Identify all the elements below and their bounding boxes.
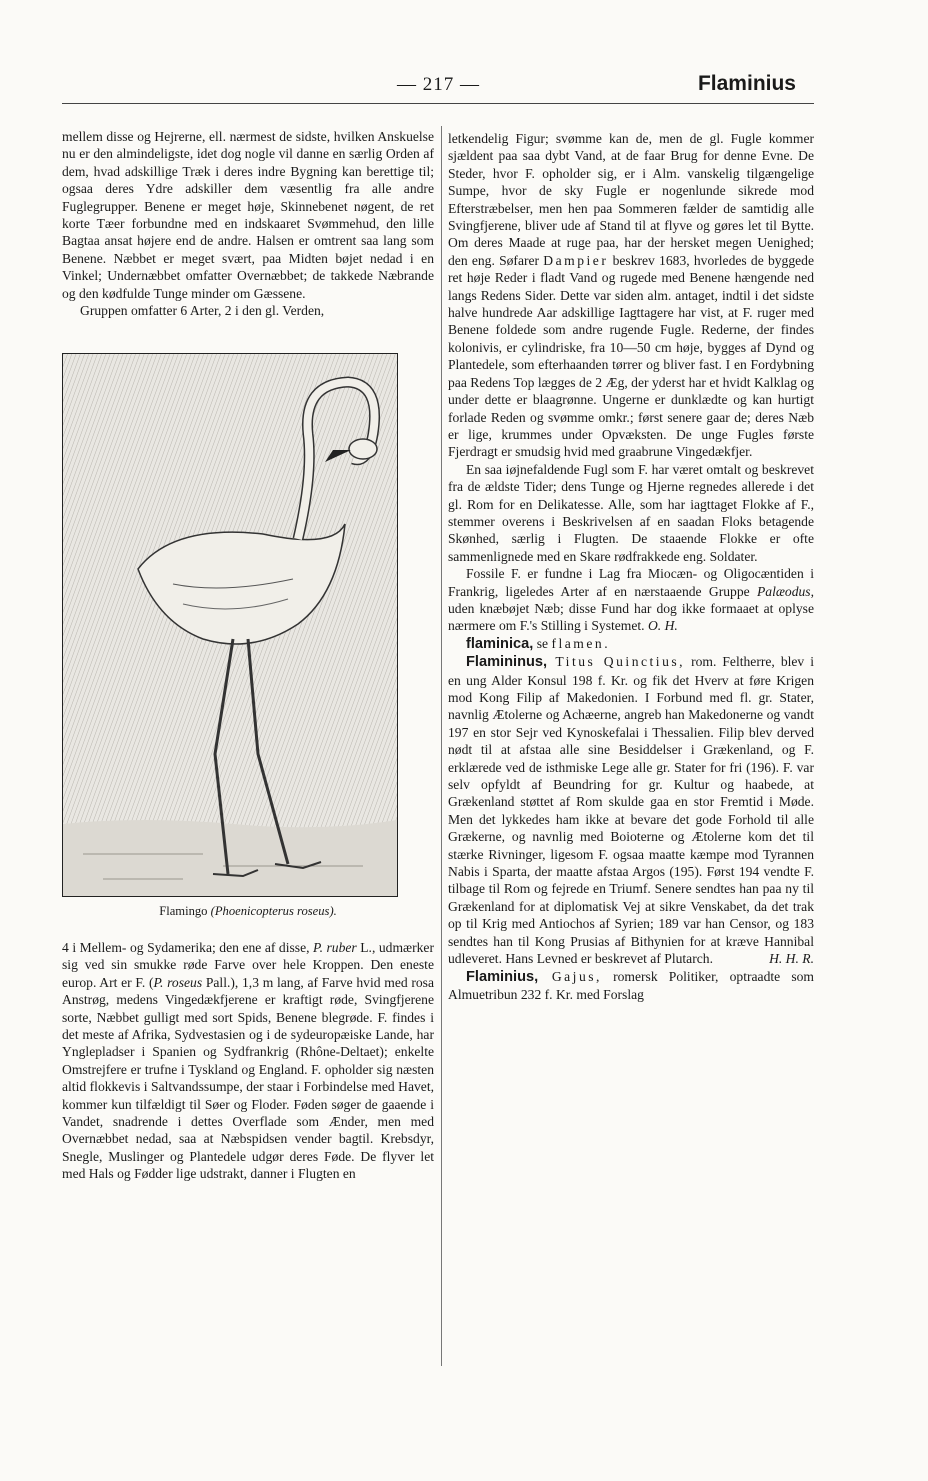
text: se (533, 635, 552, 651)
flamingo-figure (62, 353, 434, 920)
flamingo-drawing (63, 354, 397, 896)
caption-text: Flamingo (159, 904, 211, 919)
text: romersk Politiker, optraadte som Almuetribun 232 f. Kr. med Forslag (448, 968, 814, 1002)
page-header (62, 70, 796, 104)
person-name: Titus Quinctius, (547, 654, 686, 670)
text: L., udmærker sig ved sin smukke røde Farve over hele Kroppen. Den eneste europ. Art er F. ( (62, 939, 434, 990)
paragraph (62, 939, 434, 1183)
left-column (62, 128, 434, 1183)
species-name: P. ruber (313, 939, 357, 955)
entry-flaminius (448, 968, 814, 1004)
text: , uden knæbøjet Næb; disse Fund har dog ikke formaaet at oplyse nærmere om F.'s Stilling i Systemet. (448, 583, 814, 634)
text: Pall.), 1,3 m lang, af Farve hvid med rosa Anstrøg, medens Vingedækfjerene er kraftigt røde, Svingfjerene sorte, Næbbet gulligt med sort Spids, Benene blegrøde. F. findes i det meste af Afrika, Sydvestasien og i de sydeuropæiske Lande, har Ynglepladser i Spanien og Sydfrankrig (Rhône-Deltaet); enkelte Omstrejfere er trufne i Tyskland og England. F. opholder sig næsten altid flokkevis i Saltvandssumpe, der staar i Forbindelse med Havet, kommer kun tilfældigt til Søer og Floder. Føden søger de gaaende i Vandet, snadrende i dettes Overflade som Ænder, men med Overnæbbet nedad, saa at Næbspidsen vender bagtil. Krebsdyr, Snegle, Muslinger og Plantedele udgør deres Føde. De flyver let med Hals og Fødder lige udstrakt, danner i Flugten en (62, 974, 435, 1182)
entry-flaminica (448, 635, 814, 653)
entry-headword: Flaminius, (466, 968, 539, 985)
flamingo-illustration (62, 353, 398, 897)
paragraph (448, 130, 814, 461)
paragraph: Gruppen omfatter 6 Arter, 2 i den gl. Verden, (80, 303, 325, 319)
text: letkendelig Figur; svømme kan de, men de gl. Fugle kommer sjældent paa saa dybt Vand, at de faar Brug for denne Evne. De Steder, hvor F. opholder sig, er i Alm. vanskelig tilgængelige Sumpe, hvor de sky Fugle er nogenlunde sikrede mod Efterstræbelser, men hen paa Sommeren fælder de samtidig alle Svingfjerene, bliver ude af Stand til at flyve og gøres let til Bytte. Om deres Maade at ruge paa, har der hersket megen Uenighed; den eng. Søfarer (448, 131, 814, 268)
right-column (448, 130, 814, 1003)
text: rom. Feltherre, blev i en ung Alder Konsul 198 f. Kr. og fik det Hverv at føre Krigen mod Kong Filip af Makedonien. I Forbund med fl. gr. Stater, navnlig Ætolerne og Achæerne, angreb han Makedonerne og vandt 197 en stor Sejr ved Kynoskefalai i Thessalien. Filip blev derved nødt til at afstaa alle sine Besiddelser i Grækenland, og F. erklærede ved de isthmiske Lege alle gr. Stater for fri (196). F. var selv opfyldt af Beundring for gr. Kultur og haabede, at Grækenland støttet af Rom skulde gaa en stor Fremtid i Møde. Men det lykkedes ham ikke at bevare det gode Forhold til alle Grækerne, og navnlig med Boioterne og Ætolerne kom det til stærke Rivninger, ligesom F. ogsaa maatte kæmpe mod Tyrannen Nabis i Sparta, der maatte afstaa Argos (195). Først 194 vendte F. tilbage til Rom og fejrede en Triumf. Senere sendtes han paa ny til Grækenland for at diplomatisk Vej at sikre Venskabet, da det trak op til Krig med Antiochos af Syrien; 189 var han Censor, og 183 sendtes han til Kong Prusias af Bithynien for at kræve Hannibal udleveret. Hans Levned er beskrevet af Plutarch. (448, 654, 814, 967)
species-name: P. roseus (153, 974, 203, 990)
text: 4 i Mellem- og Sydamerika; den ene af disse, (62, 939, 314, 955)
genus-name: Palæodus (756, 583, 811, 599)
caption-latin-name: (Phoenicopterus roseus). (210, 904, 337, 919)
author-signature: H. H. R. (769, 951, 814, 967)
entry-flamininus (448, 653, 814, 967)
person-name: Dampier (543, 252, 609, 268)
figure-caption (62, 903, 434, 920)
header-rule (62, 103, 814, 104)
text: beskrev 1683, hvorledes de byggede ret høje Reder i fladt Vand og rugede med Benene hængende ned langs Redens Sider. Dette var siden alm. antaget, indtil i det sidste halve hundrede Aar adskillige Iagttagere har vist, at F. ruger med Benene foldede som andre rugende Fugle. Rederne, der findes kolonivis, er cylindriske, fra 10—50 cm høje, bygges af Dynd og Plantedele, som efterhaanden tørrer og bliver fast. I en Fordybning paa Redens Top lægges de 2 Æg, der yderst har et hvidt Kalklag og under dette er blaagrønne. Ungerne er dunklædte og kan hurtigt forlade Reden og svømme omkr.; først senere gaar de; deres Næb er lige, krummes under Opvæksten. De unge Fugles første Fjerdragt er smudsig hvid med graabrune Vingedækfjer. (448, 252, 814, 460)
cross-reference: flamen. (551, 635, 611, 651)
running-head: Flaminius (697, 72, 796, 95)
entry-headword: flaminica, (466, 635, 534, 652)
column-divider (441, 126, 442, 1366)
person-name: Gajus, (538, 968, 602, 984)
paragraph: mellem disse og Hejrerne, ell. nærmest de sidste, hvilken Anskuelse nu er den almindeligste, idet dog nogle vil danne en særlig Orden af dem, hvad adskillige Træk i deres indre Bygning kan berettige til; ogsaa deres Ydre adskiller dem væsentlig fra alle andre Fuglegrupper. Benene er meget høje, Skinnebenet nøgent, de ret korte Tæer forbundne med en indskaaret Svømmehud, den lille Bagtaa ansat højere end de andre. Halsen er omtrent saa lang som Benene. Næbbet er meget svært, paa Midten bøjet nedad i en Vinkel; Undernæbbet omfatter Overnæbbet; de takkede Næbrande og den kødfulde Tunge minder om Gæssene. (62, 129, 434, 301)
text: Fossile F. er fundne i Lag fra Miocæn- og Oligocæntiden i Frankrig, ligeledes Arter af en nærstaaende Gruppe (448, 566, 814, 599)
entry-headword: Flamininus, (466, 654, 548, 671)
paragraph: En saa iøjnefaldende Fugl som F. har været omtalt og beskrevet fra de ældste Tider; dens Tunge og Hjerne regnedes allerede i det gl. Rom for en Delikatesse. Alle, som har iagttaget Flokke af F., stemmer overens i Beskrivelsen af en saadan Floks betagende Skønhed, særlig i Flugten. De staaende Flokke er ofte sammenlignede med en Skare rødfrakkede eng. Soldater. (448, 461, 814, 564)
page-number: — 217 — (397, 74, 480, 95)
paragraph (448, 565, 814, 635)
author-signature: O. H. (647, 618, 678, 634)
